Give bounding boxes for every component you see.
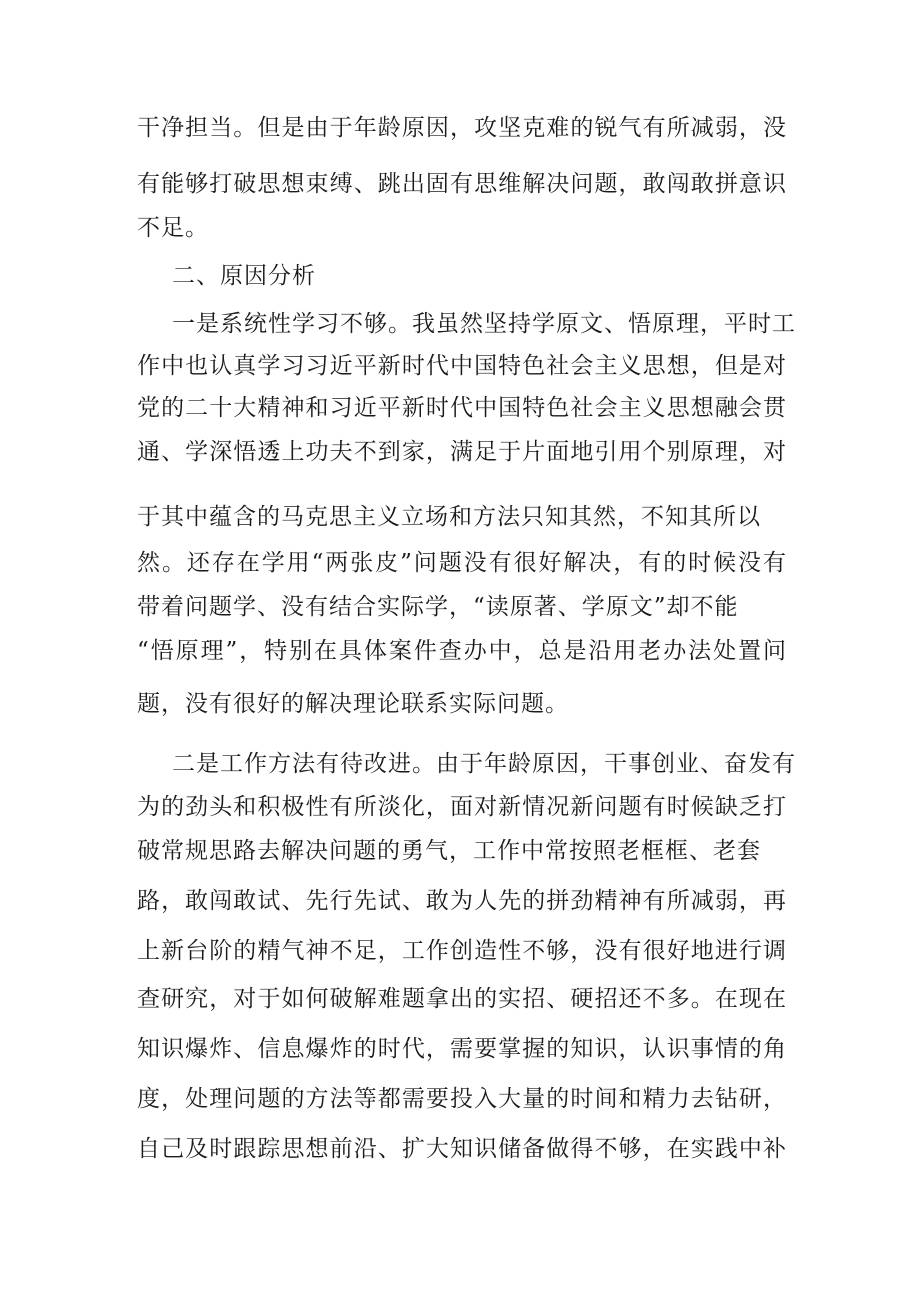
- text-line: 党的二十大精神和习近平新时代中国特色社会主义思想融会贯: [137, 395, 787, 421]
- paragraph-line: 二是工作方法有待改进。由于年龄原因，干事创业、奋发有: [172, 751, 796, 777]
- text-line: 作中也认真学习习近平新时代中国特色社会主义思想，但是对: [137, 353, 787, 379]
- paragraph-line: 一是系统性学习不够。我虽然坚持学原文、悟原理，平时工: [172, 311, 796, 337]
- text-line: 题，没有很好的解决理论联系实际问题。: [137, 691, 569, 717]
- text-line: 通、学深悟透上功夫不到家，满足于片面地引用个别原理，对: [137, 439, 787, 465]
- text-line: 有能够打破思想束缚、跳出固有思维解决问题，敢闯敢拼意识: [137, 171, 787, 197]
- text-line: 然。还存在学用“两张皮”问题没有很好解决，有的时候没有: [137, 550, 787, 576]
- text-line: 查研究，对于如何破解难题拿出的实招、硬招还不多。在现在: [137, 986, 787, 1012]
- text-line: 不足。: [137, 215, 209, 241]
- text-line: 干净担当。但是由于年龄原因，攻坚克难的锐气有所减弱，没: [137, 115, 787, 141]
- text-line: “悟原理”，特别在具体案件查办中，总是沿用老办法处置问: [137, 638, 787, 664]
- text-line: 知识爆炸、信息爆炸的时代，需要掌握的知识，认识事情的角: [137, 1036, 787, 1062]
- text-line: 自己及时跟踪思想前沿、扩大知识储备做得不够，在实践中补: [137, 1136, 787, 1162]
- text-line: 破常规思路去解决问题的勇气，工作中常按照老框框、老套: [137, 838, 761, 864]
- text-line: 带着问题学、没有结合实际学，“读原著、学原文”却不能: [137, 594, 739, 620]
- section-heading: 二、原因分析: [172, 263, 316, 289]
- text-line: 为的劲头和积极性有所淡化，面对新情况新问题有时候缺乏打: [137, 794, 787, 820]
- text-line: 于其中蕴含的马克思主义立场和方法只知其然，不知其所以: [137, 504, 761, 530]
- text-line: 路，敢闯敢试、先行先试、敢为人先的拼劲精神有所减弱，再: [137, 888, 787, 914]
- text-line: 度，处理问题的方法等都需要投入大量的时间和精力去钻研，: [137, 1086, 787, 1112]
- text-line: 上新台阶的精气神不足，工作创造性不够，没有很好地进行调: [137, 938, 787, 964]
